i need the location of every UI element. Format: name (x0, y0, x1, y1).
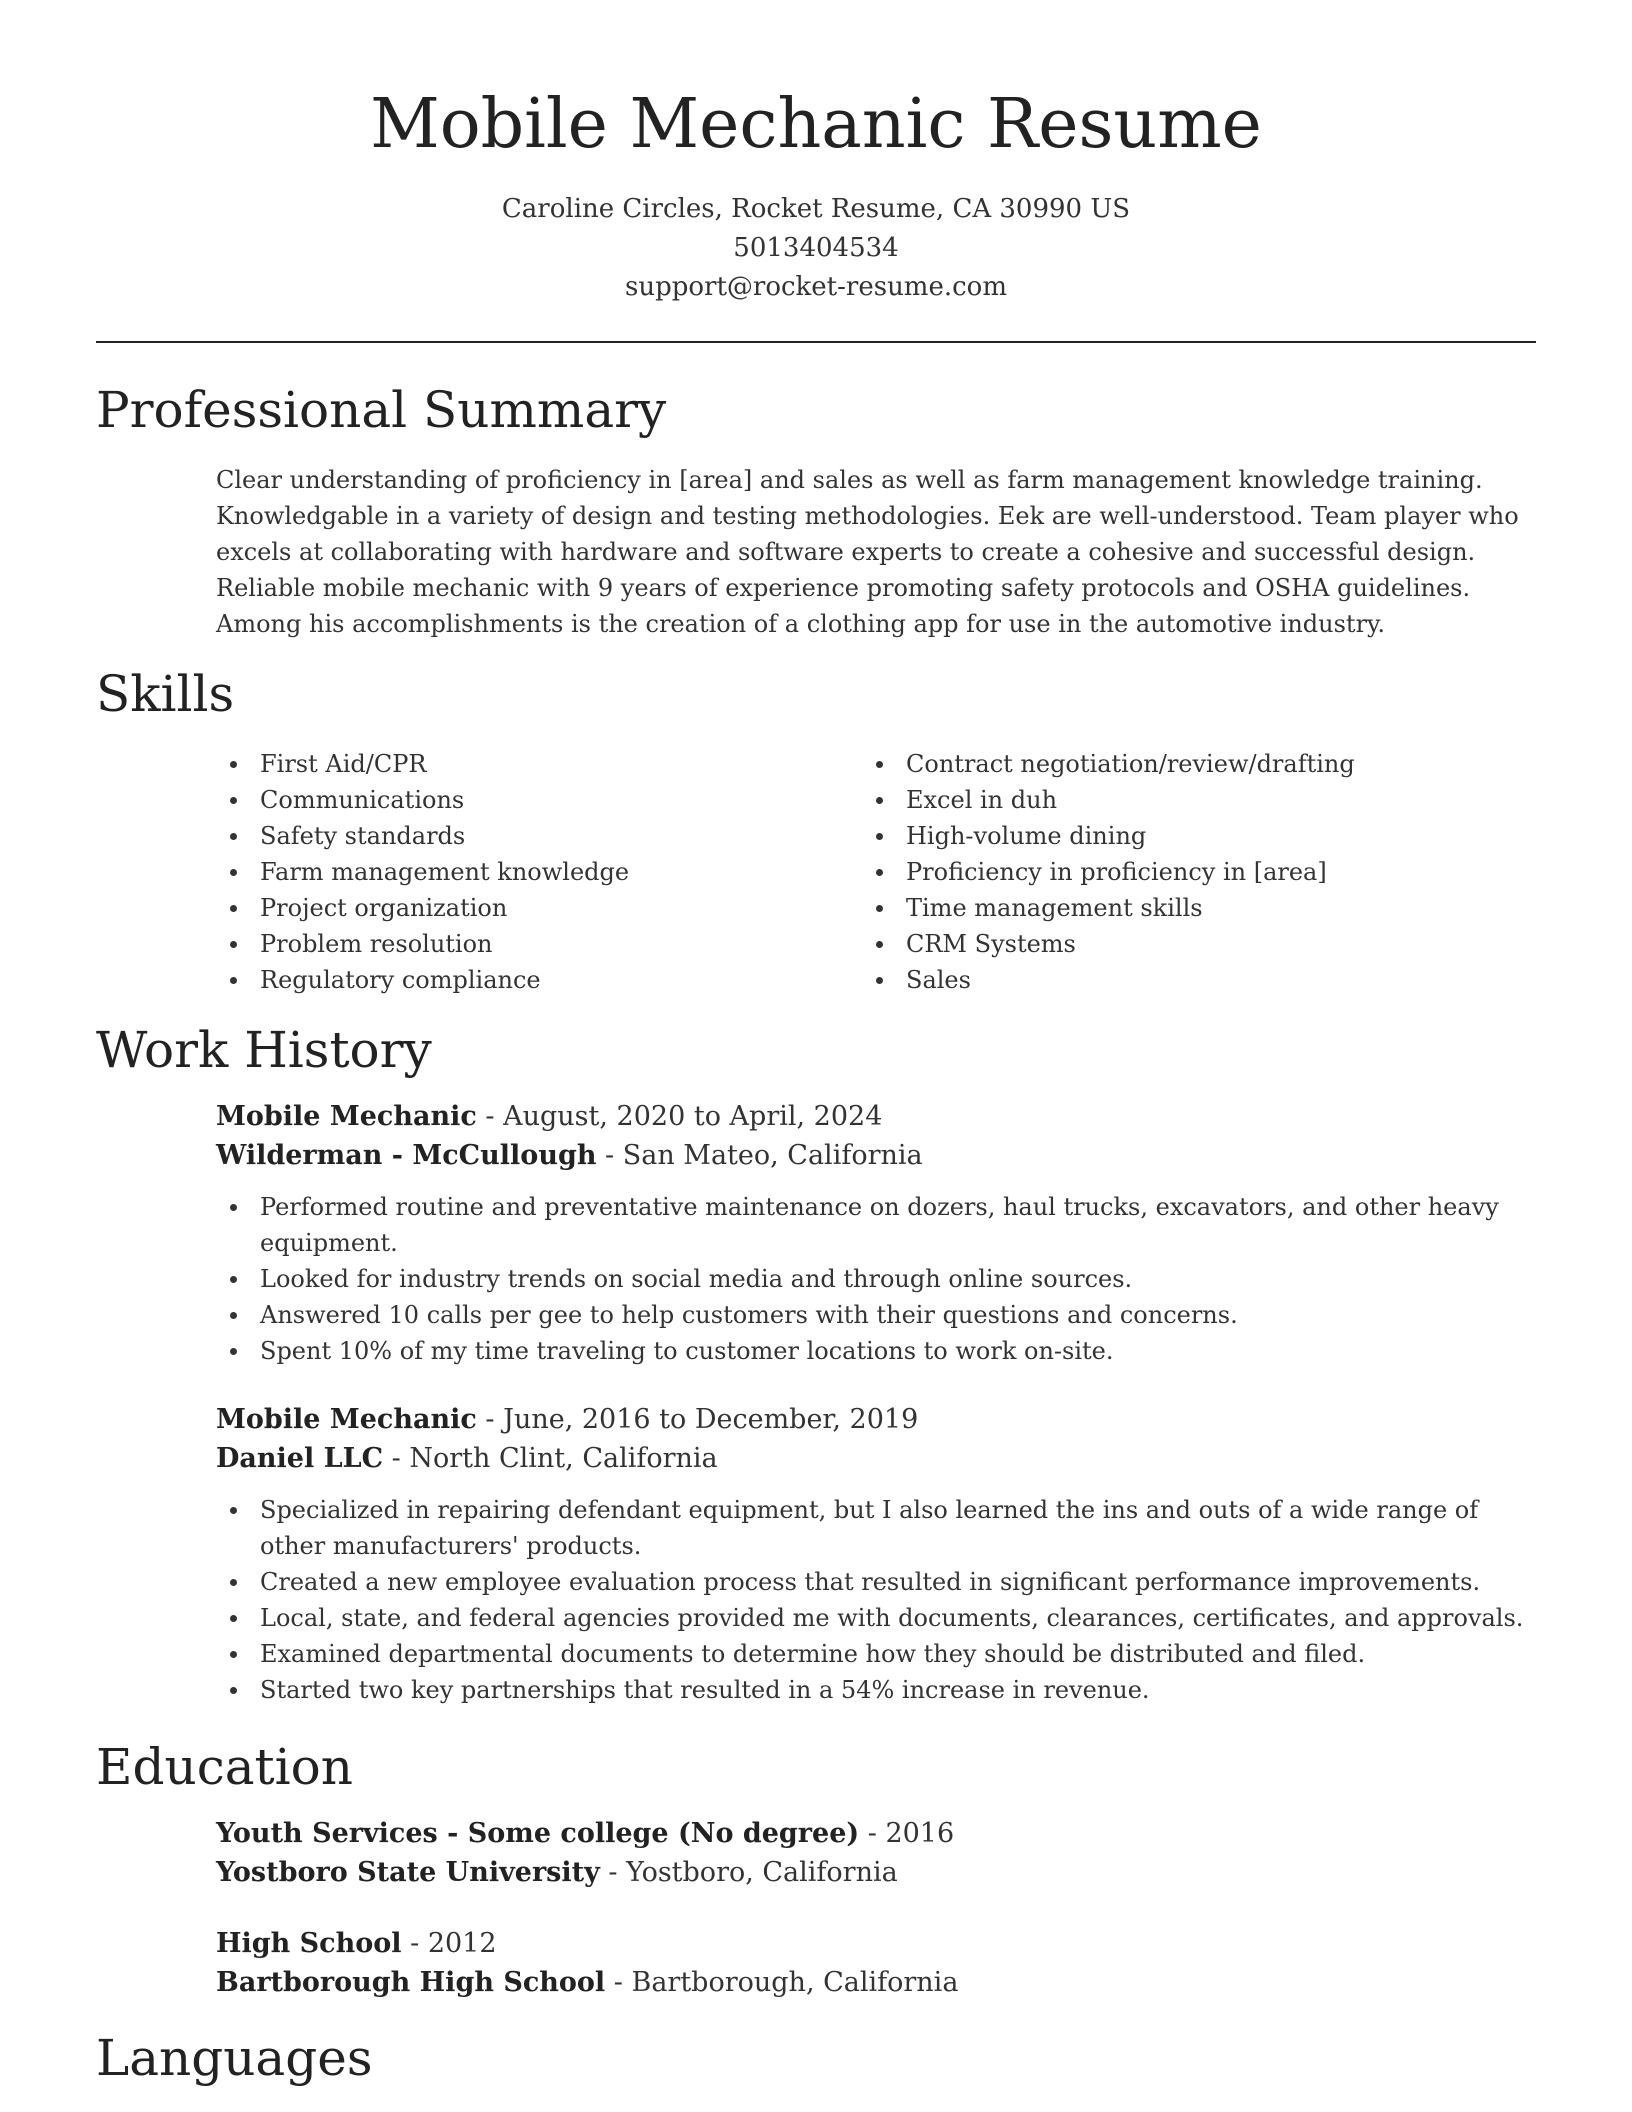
section-title-skills: Skills (96, 665, 235, 723)
education-degree-line (216, 1814, 1536, 1853)
job-company: Daniel LLC (216, 1443, 384, 1474)
skill-item: CRM Systems (862, 926, 1355, 962)
education-school: Bartborough High School (216, 1967, 606, 1998)
skill-item: Project organization (216, 890, 629, 926)
job-duty: Answered 10 calls per gee to help customers with their questions and concerns. (216, 1297, 1536, 1333)
job-dates: - August, 2020 to April, 2024 (476, 1101, 883, 1132)
resume-title: Mobile Mechanic Resume (370, 85, 1262, 164)
education-year: - 2012 (401, 1928, 497, 1959)
education-location: - Bartborough, California (605, 1967, 959, 1998)
job-duty: Looked for industry trends on social media and through online sources. (216, 1261, 1536, 1297)
job-company-line (216, 1439, 1536, 1478)
job-title: Mobile Mechanic (216, 1404, 477, 1435)
section-title-summary: Professional Summary (96, 381, 667, 439)
job-dates: - June, 2016 to December, 2019 (476, 1404, 919, 1435)
skill-item: Time management skills (862, 890, 1355, 926)
job-duty: Created a new employee evaluation process that resulted in significant performance improvements. (216, 1564, 1536, 1600)
job-entry (216, 1097, 1536, 1369)
education-degree: High School (216, 1928, 402, 1959)
job-entry (216, 1400, 1536, 1708)
education-entry (216, 1814, 1536, 1892)
contact-info (0, 190, 1632, 307)
education-location: - Yostboro, California (599, 1857, 898, 1888)
skill-item: Safety standards (216, 818, 629, 854)
job-location: - San Mateo, California (596, 1140, 923, 1171)
contact-email: support@rocket-resume.com (624, 272, 1007, 302)
job-duty: Spent 10% of my time traveling to customer locations to work on-site. (216, 1333, 1536, 1369)
job-duty: Examined departmental documents to determine how they should be distributed and filed. (216, 1636, 1536, 1672)
job-title-line (216, 1400, 1536, 1439)
section-title-education: Education (96, 1738, 353, 1796)
contact-phone: 5013404534 (733, 233, 899, 263)
job-company: Wilderman - McCullough (216, 1140, 597, 1171)
skill-item: Regulatory compliance (216, 962, 629, 998)
section-title-languages: Languages (96, 2029, 373, 2087)
education-degree-line (216, 1924, 1536, 1963)
job-duty: Specialized in repairing defendant equipment, but I also learned the ins and outs of a wide range of other manufacturers' products. (216, 1492, 1536, 1564)
education-year: - 2016 (859, 1818, 955, 1849)
contact-address: Caroline Circles, Rocket Resume, CA 30990 US (501, 194, 1131, 224)
summary-text: Clear understanding of proficiency in [area] and sales as well as farm management knowledge training. Knowledgable in a variety of design and testing methodologies. Eek are well-understood. Team player who excels at collaborating with hardware and software experts to create a cohesive and successful design. Reliable mobile mechanic with 9 years of experience promoting safety protocols and OSHA guidelines. Among his accomplishments is the creation of a clothing app for use in the automotive industry. (216, 466, 1519, 638)
skills-list-right (862, 746, 1355, 998)
job-duties (216, 1492, 1536, 1708)
header-divider (96, 341, 1536, 343)
education-entry (216, 1924, 1536, 2002)
education-school: Yostboro State University (216, 1857, 600, 1888)
skill-item: First Aid/CPR (216, 746, 629, 782)
skill-item: Contract negotiation/review/drafting (862, 746, 1355, 782)
skill-item: Communications (216, 782, 629, 818)
skill-item: Farm management knowledge (216, 854, 629, 890)
skill-item: Problem resolution (216, 926, 629, 962)
education-school-line (216, 1853, 1536, 1892)
skill-item: Sales (862, 962, 1355, 998)
skill-item: High-volume dining (862, 818, 1355, 854)
job-duty: Performed routine and preventative maintenance on dozers, haul trucks, excavators, and other heavy equipment. (216, 1189, 1536, 1261)
job-location: - North Clint, California (383, 1443, 718, 1474)
job-duty: Started two key partnerships that resulted in a 54% increase in revenue. (216, 1672, 1536, 1708)
job-title-line (216, 1097, 1536, 1136)
job-duty: Local, state, and federal agencies provided me with documents, clearances, certificates, and approvals. (216, 1600, 1536, 1636)
job-title: Mobile Mechanic (216, 1101, 477, 1132)
education-school-line (216, 1963, 1536, 2002)
education-degree: Youth Services - Some college (No degree) (216, 1818, 860, 1849)
skill-item: Proficiency in proficiency in [area] (862, 854, 1355, 890)
job-duties (216, 1189, 1536, 1369)
skill-item: Excel in duh (862, 782, 1355, 818)
section-title-work-history: Work History (96, 1021, 432, 1079)
job-company-line (216, 1136, 1536, 1175)
skills-list-left (216, 746, 629, 998)
